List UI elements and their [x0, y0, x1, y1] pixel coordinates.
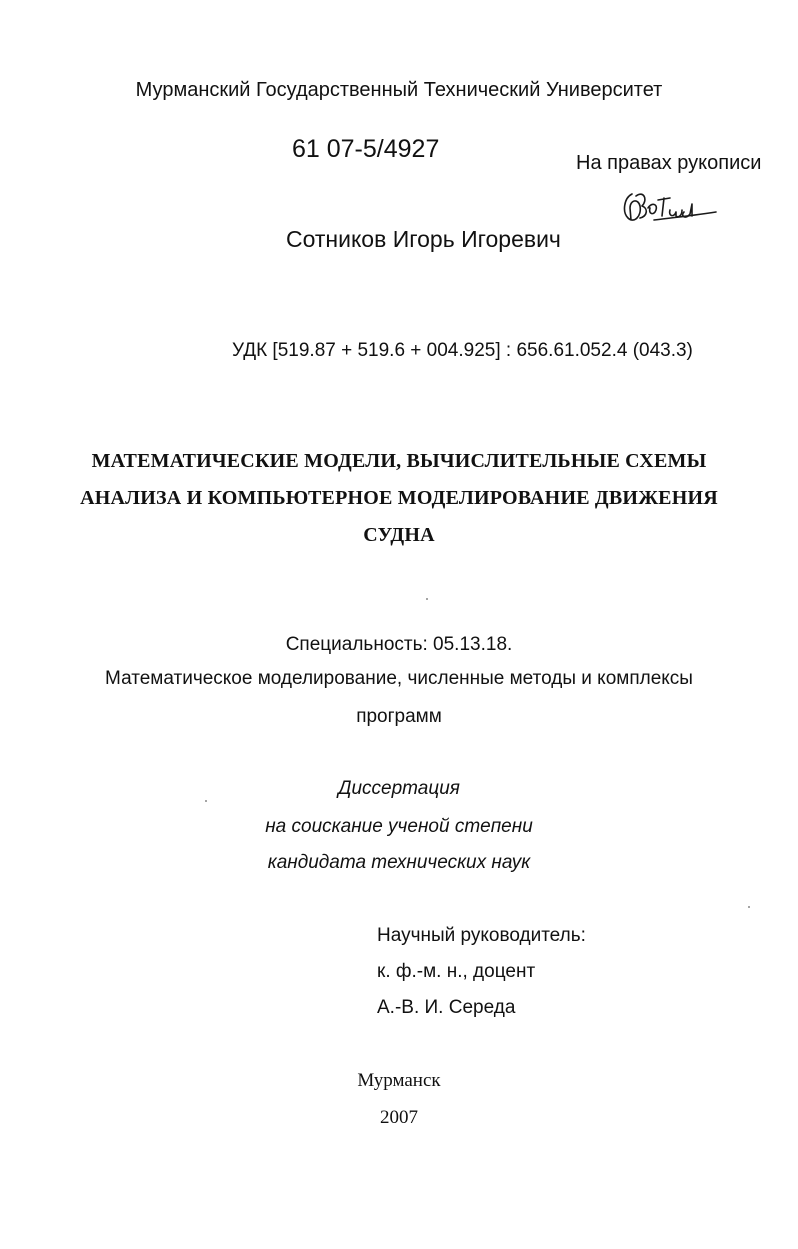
university-name: Мурманский Государственный Технический Университет [135, 79, 663, 101]
archive-code: 61 07-5/4927 [292, 135, 440, 163]
thesis-title-line: МАТЕМАТИЧЕСКИЕ МОДЕЛИ, ВЫЧИСЛИТЕЛЬНЫЕ СХЕМЫ [91, 450, 707, 472]
year: 2007 [380, 1107, 418, 1128]
advisor-degree: к. ф.-м. н., доцент [377, 961, 536, 982]
thesis-title-line: СУДНА [363, 524, 435, 546]
dissertation-line: Диссертация [338, 778, 460, 799]
scan-speck [748, 906, 750, 908]
city: Мурманск [357, 1070, 441, 1091]
scan-speck [426, 598, 428, 600]
advisor-label: Научный руководитель: [377, 925, 586, 946]
scan-speck [205, 800, 207, 802]
thesis-title-line: АНАЛИЗА И КОМПЬЮТЕРНОЕ МОДЕЛИРОВАНИЕ ДВИЖЕНИЯ [80, 487, 718, 509]
udk-code: УДК [519.87 + 519.6 + 004.925] : 656.61.052.4 (043.3) [232, 340, 693, 361]
rights-note: На правах рукописи [576, 152, 762, 174]
specialty-name-line: Математическое моделирование, численные методы и комплексы [105, 668, 693, 689]
signature-image [618, 186, 718, 232]
dissertation-line: кандидата технических наук [267, 852, 531, 873]
specialty-name-line: программ [356, 706, 442, 727]
specialty-code: Специальность: 05.13.18. [285, 634, 513, 655]
dissertation-line: на соискание ученой степени [265, 816, 533, 837]
author-name: Сотников Игорь Игоревич [286, 226, 561, 252]
advisor-name: А.-В. И. Середа [377, 997, 516, 1018]
